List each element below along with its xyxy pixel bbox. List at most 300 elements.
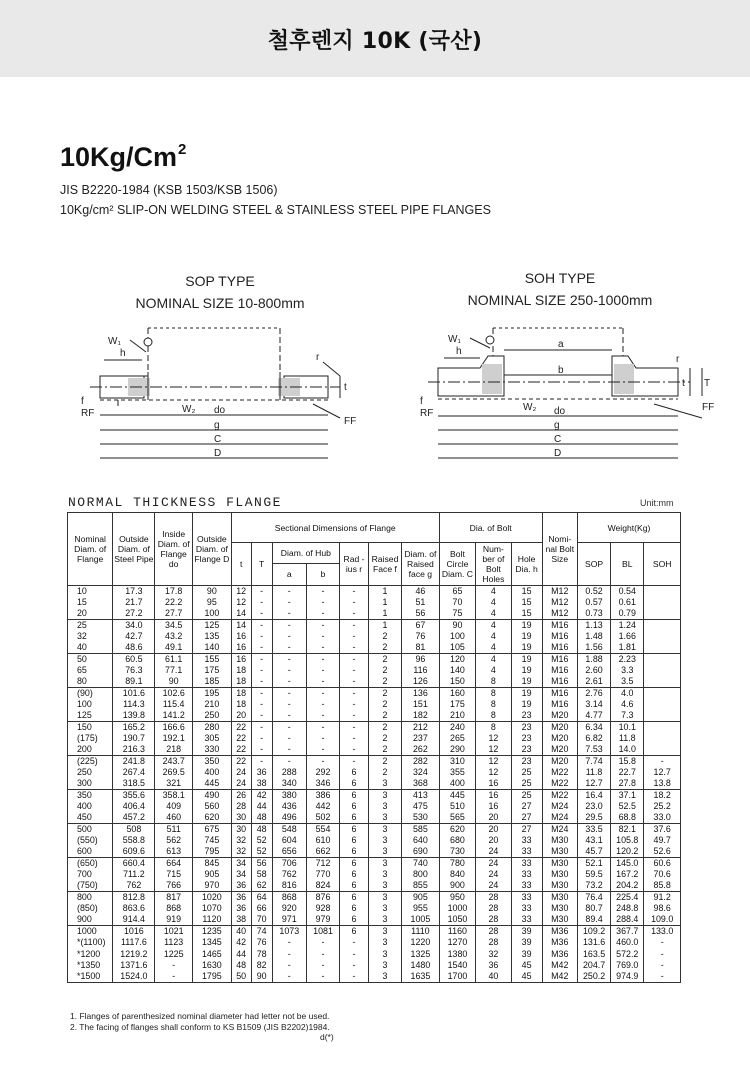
table-cell: 2.76 (577, 688, 610, 699)
table-cell: 548 (272, 824, 306, 835)
col-b: b (306, 563, 339, 585)
spec-line: 10Kg/cm² SLIP-ON WELDING STEEL & STAINLESS STEEL PIPE FLANGES (60, 203, 491, 217)
table-cell: 6 (340, 914, 369, 925)
table-cell: 22 (231, 733, 251, 744)
table-cell (644, 654, 681, 665)
table-title: NORMAL THICKNESS FLANGE (68, 495, 282, 510)
table-cell: 218 (155, 744, 193, 755)
table-cell: - (272, 744, 306, 755)
table-cell: 33 (511, 835, 542, 846)
table-cell: 3 (368, 914, 401, 925)
table-cell: 445 (193, 778, 232, 789)
table-cell: 24 (476, 869, 511, 880)
table-cell: 675 (193, 824, 232, 835)
table-cell: 12 (231, 597, 251, 608)
table-cell: 436 (272, 801, 306, 812)
col-soh: SOH (644, 543, 681, 586)
table-cell: 237 (402, 733, 440, 744)
table-cell: 2 (368, 631, 401, 642)
table-cell: 970 (193, 880, 232, 891)
table-cell: - (251, 733, 272, 744)
table-cell: 38 (251, 778, 272, 789)
soh-h-label: h (456, 346, 462, 357)
table-cell: 210 (439, 710, 476, 721)
table-cell: 120.2 (611, 846, 644, 857)
table-cell: 141.2 (155, 710, 193, 721)
table-cell: 288.4 (611, 914, 644, 925)
table-cell: 36 (231, 880, 251, 891)
table-cell: 919 (155, 914, 193, 925)
table-cell: - (272, 608, 306, 619)
table-cell: - (272, 710, 306, 721)
table-cell: (850) (68, 903, 113, 914)
table-cell: M42 (542, 960, 577, 971)
table-cell: - (272, 654, 306, 665)
table-cell: 48.6 (113, 642, 155, 653)
soh-type-label: SOH TYPE (524, 270, 596, 286)
table-cell: 29.5 (577, 812, 610, 823)
table-cell: 3 (368, 846, 401, 857)
table-cell: 23 (511, 756, 542, 767)
table-cell: - (340, 960, 369, 971)
table-cell: 4 (476, 665, 511, 676)
table-cell: 250 (193, 710, 232, 721)
table-cell: 248.8 (611, 903, 644, 914)
table-cell: 28 (476, 903, 511, 914)
table-cell (644, 699, 681, 710)
table-cell: - (272, 971, 306, 982)
table-cell: 28 (476, 937, 511, 948)
table-cell: 56 (251, 858, 272, 869)
table-cell: M30 (542, 869, 577, 880)
table-cell: 8 (476, 710, 511, 721)
table-cell: 33 (511, 892, 542, 903)
table-cell: 0.52 (577, 586, 610, 597)
table-cell: 20 (476, 812, 511, 823)
table-cell: 125 (193, 620, 232, 631)
table-cell: 65 (68, 665, 113, 676)
table-cell: 60.6 (644, 858, 681, 869)
soh-w2-label: W₂ (523, 402, 537, 413)
table-cell: 2 (368, 756, 401, 767)
table-cell: 22.7 (611, 767, 644, 778)
table-cell: 20 (231, 710, 251, 721)
table-cell: M16 (542, 676, 577, 687)
table-cell: 225.4 (611, 892, 644, 903)
sop-d-label: D (214, 448, 222, 459)
table-row (68, 699, 681, 710)
table-cell: 45.7 (577, 846, 610, 857)
soh-T-label: T (704, 378, 711, 389)
table-cell: 19 (511, 642, 542, 653)
table-cell: 32 (476, 949, 511, 960)
table-cell: - (272, 620, 306, 631)
table-cell: 530 (402, 812, 440, 823)
table-cell: 15 (511, 608, 542, 619)
table-row (68, 824, 681, 835)
table-cell: 24 (476, 858, 511, 869)
table-cell: 460 (155, 812, 193, 823)
table-cell: 700 (68, 869, 113, 880)
table-cell: 1123 (155, 937, 193, 948)
table-cell: 2 (368, 676, 401, 687)
soh-rf-label: RF (420, 408, 434, 419)
table-cell: - (340, 756, 369, 767)
table-cell: 37.6 (644, 824, 681, 835)
table-cell: - (272, 960, 306, 971)
table-row (68, 903, 681, 914)
table-cell: 1270 (439, 937, 476, 948)
table-cell: 42 (251, 790, 272, 801)
table-cell: 95 (193, 597, 232, 608)
table-cell: 7.3 (611, 710, 644, 721)
table-cell: 508 (113, 824, 155, 835)
table-cell: 44 (231, 949, 251, 960)
table-cell: 116 (402, 665, 440, 676)
table-cell: 562 (155, 835, 193, 846)
table-cell: 90 (155, 676, 193, 687)
table-cell: 49.7 (644, 835, 681, 846)
table-cell: M24 (542, 824, 577, 835)
table-cell: 45 (511, 960, 542, 971)
table-cell: 6.34 (577, 722, 610, 733)
table-cell: 460.0 (611, 937, 644, 948)
table-cell: - (306, 699, 339, 710)
table-cell: (90) (68, 688, 113, 699)
table-cell: 250.2 (577, 971, 610, 982)
table-cell: 572.2 (611, 949, 644, 960)
table-cell: 42.7 (113, 631, 155, 642)
col-hole-dia: Hole Dia. h (511, 543, 542, 586)
table-row (68, 665, 681, 676)
table-cell: 3 (368, 903, 401, 914)
table-cell: 2.23 (611, 654, 644, 665)
table-cell: - (251, 665, 272, 676)
table-cell: 680 (439, 835, 476, 846)
table-cell: 175 (439, 699, 476, 710)
table-cell: 78 (251, 949, 272, 960)
table-cell: 52.5 (611, 801, 644, 812)
table-cell: 475 (402, 801, 440, 812)
table-cell: 4 (476, 642, 511, 653)
table-cell: 1070 (193, 903, 232, 914)
table-cell: 96 (402, 654, 440, 665)
table-cell (644, 642, 681, 653)
table-cell: 195 (193, 688, 232, 699)
table-cell: 1.48 (577, 631, 610, 642)
table-cell: - (644, 756, 681, 767)
table-cell: 800 (68, 892, 113, 903)
table-cell: (650) (68, 858, 113, 869)
col-nominal-bolt: Nomi- nal Bolt Size (542, 513, 577, 586)
table-cell: 780 (439, 858, 476, 869)
table-cell: 36 (251, 767, 272, 778)
table-cell: M20 (542, 744, 577, 755)
table-cell: *(1100) (68, 937, 113, 948)
table-cell: 39 (511, 926, 542, 937)
table-cell: 355.6 (113, 790, 155, 801)
table-cell: 3 (368, 778, 401, 789)
soh-flange-drawing (418, 320, 718, 470)
table-cell: 82.1 (611, 824, 644, 835)
table-cell: - (306, 620, 339, 631)
soh-t-label: t (682, 378, 685, 389)
table-cell: 43.2 (155, 631, 193, 642)
table-cell: 24 (231, 778, 251, 789)
table-cell: 510 (439, 801, 476, 812)
table-cell: 3 (368, 937, 401, 948)
table-cell: 204.2 (611, 880, 644, 891)
table-cell: 15 (511, 586, 542, 597)
col-weight: Weight(Kg) (577, 513, 680, 543)
table-row (68, 869, 681, 880)
table-cell: 656 (272, 846, 306, 857)
table-cell: 690 (402, 846, 440, 857)
table-cell: - (251, 608, 272, 619)
table-cell: 8 (476, 699, 511, 710)
sop-size-label: NOMINAL SIZE 10-800mm (135, 295, 305, 311)
table-cell: *1200 (68, 949, 113, 960)
table-cell: 6 (340, 835, 369, 846)
table-cell: 14.0 (611, 744, 644, 755)
table-cell: 27 (511, 812, 542, 823)
table-cell: M36 (542, 937, 577, 948)
table-cell: 182 (402, 710, 440, 721)
table-cell: 3 (368, 971, 401, 982)
table-cell: 413 (402, 790, 440, 801)
table-cell: 74 (251, 926, 272, 937)
table-cell: 52.6 (644, 846, 681, 857)
table-cell: M12 (542, 597, 577, 608)
table-cell: 115.4 (155, 699, 193, 710)
table-cell: - (644, 949, 681, 960)
table-cell: - (340, 971, 369, 982)
table-cell: 28 (231, 801, 251, 812)
table-cell: 39 (511, 949, 542, 960)
sop-flange-drawing (78, 320, 368, 470)
table-cell: 6 (340, 858, 369, 869)
table-cell: 330 (193, 744, 232, 755)
table-cell: 855 (402, 880, 440, 891)
table-cell: 706 (272, 858, 306, 869)
col-inside-flange: Inside Diam. of Flange do (155, 513, 193, 586)
table-cell: 795 (193, 846, 232, 857)
table-cell: 4 (476, 597, 511, 608)
table-cell: - (340, 710, 369, 721)
page-heading (60, 142, 186, 173)
table-cell: 914.4 (113, 914, 155, 925)
table-cell: 400 (193, 767, 232, 778)
table-cell: 2 (368, 699, 401, 710)
table-cell: 868 (272, 892, 306, 903)
table-cell: 190.7 (113, 733, 155, 744)
table-cell: 974.9 (611, 971, 644, 982)
table-cell: 3 (368, 960, 401, 971)
soh-do-label: do (554, 406, 566, 417)
table-cell: - (251, 744, 272, 755)
table-cell: 863.6 (113, 903, 155, 914)
table-cell: 1225 (155, 949, 193, 960)
table-cell: 380 (272, 790, 306, 801)
table-cell: 1325 (402, 949, 440, 960)
heading-main: 10Kg/Cm (60, 142, 178, 172)
table-cell: 25 (511, 767, 542, 778)
table-cell: 905 (193, 869, 232, 880)
table-cell: 3 (368, 926, 401, 937)
table-cell: 715 (155, 869, 193, 880)
col-outside-flange: Outside Diam. of Flange D (193, 513, 232, 586)
table-cell: 442 (306, 801, 339, 812)
table-cell: 76 (402, 631, 440, 642)
table-cell: - (340, 699, 369, 710)
table-cell: 49.1 (155, 642, 193, 653)
table-cell: 100 (68, 699, 113, 710)
table-cell: 4 (476, 654, 511, 665)
table-cell: M30 (542, 880, 577, 891)
table-cell: 282 (402, 756, 440, 767)
table-cell: 1635 (402, 971, 440, 982)
table-cell: - (272, 949, 306, 960)
table-cell: 490 (193, 790, 232, 801)
table-cell: 140 (193, 642, 232, 653)
table-cell: 52 (251, 846, 272, 857)
table-cell: 89.4 (577, 914, 610, 925)
sop-type-label: SOP TYPE (185, 273, 255, 289)
table-cell: 2 (368, 642, 401, 653)
table-cell: 355 (439, 767, 476, 778)
table-cell: 70.6 (644, 869, 681, 880)
table-cell: 64 (251, 892, 272, 903)
table-cell: 28 (476, 892, 511, 903)
table-cell: 7.74 (577, 756, 610, 767)
table-cell: 1 (368, 597, 401, 608)
table-cell: 840 (439, 869, 476, 880)
table-cell: 36 (476, 960, 511, 971)
table-cell: 36 (231, 892, 251, 903)
table-cell: 192.1 (155, 733, 193, 744)
table-cell: 204.7 (577, 960, 610, 971)
table-cell: 1 (368, 586, 401, 597)
table-cell: 131.6 (577, 937, 610, 948)
table-cell: 6 (340, 846, 369, 857)
table-cell: 12 (476, 744, 511, 755)
table-cell: 730 (439, 846, 476, 857)
table-row (68, 880, 681, 891)
table-cell: 457.2 (113, 812, 155, 823)
table-cell: 2 (368, 665, 401, 676)
table-cell: 160 (439, 688, 476, 699)
table-cell: M30 (542, 892, 577, 903)
table-cell: 27.2 (113, 608, 155, 619)
table-cell: 34 (231, 858, 251, 869)
table-cell: 167.2 (611, 869, 644, 880)
table-cell: 409 (155, 801, 193, 812)
table-row (68, 722, 681, 733)
table-cell: 27 (511, 801, 542, 812)
table-cell: 1630 (193, 960, 232, 971)
table-cell: (550) (68, 835, 113, 846)
table-cell: 400 (439, 778, 476, 789)
table-cell: 928 (306, 903, 339, 914)
flange-table (67, 512, 681, 983)
col-raised-face: Raised Face f (368, 543, 401, 586)
table-cell (644, 733, 681, 744)
table-cell: M16 (542, 665, 577, 676)
table-cell: 406.4 (113, 801, 155, 812)
table-cell: 662 (306, 846, 339, 857)
table-cell: 6 (340, 812, 369, 823)
table-cell: 48 (251, 824, 272, 835)
table-cell: 292 (306, 767, 339, 778)
table-cell: 4.0 (611, 688, 644, 699)
table-cell: M16 (542, 631, 577, 642)
table-cell: 3 (368, 790, 401, 801)
note-3: d(*) (320, 1032, 334, 1042)
table-row (68, 937, 681, 948)
table-cell: 32 (231, 846, 251, 857)
table-cell: 11.8 (577, 767, 610, 778)
table-cell: 17.3 (113, 586, 155, 597)
table-cell: - (644, 937, 681, 948)
table-cell: 14 (231, 608, 251, 619)
table-cell: M16 (542, 654, 577, 665)
table-cell: - (306, 688, 339, 699)
table-cell: 16 (231, 654, 251, 665)
table-cell: - (272, 586, 306, 597)
table-cell: - (306, 597, 339, 608)
table-cell: 450 (68, 812, 113, 823)
table-cell: - (340, 608, 369, 619)
table-cell: 868 (155, 903, 193, 914)
table-row (68, 971, 681, 982)
table-cell: M30 (542, 914, 577, 925)
sop-h-label: h (120, 348, 126, 359)
table-cell: 46 (402, 586, 440, 597)
table-row (68, 586, 681, 597)
table-cell: 163.5 (577, 949, 610, 960)
table-cell: M16 (542, 620, 577, 631)
col-nominal: Nominal Diam. of Flange (68, 513, 113, 586)
table-cell: 265 (439, 733, 476, 744)
table-row (68, 812, 681, 823)
table-cell: 40 (231, 926, 251, 937)
table-cell: - (340, 937, 369, 948)
table-cell: 740 (402, 858, 440, 869)
table-cell: 52.1 (577, 858, 610, 869)
table-cell: - (306, 710, 339, 721)
table-row (68, 688, 681, 699)
table-cell: 34 (231, 869, 251, 880)
table-cell: 711.2 (113, 869, 155, 880)
table-cell (644, 631, 681, 642)
table-cell: 609.6 (113, 846, 155, 857)
table-cell: 241.8 (113, 756, 155, 767)
col-outside-pipe: Outside Diam. of Steel Pipe (113, 513, 155, 586)
table-cell: 511 (155, 824, 193, 835)
table-cell: 62 (251, 880, 272, 891)
table-cell: 250 (68, 767, 113, 778)
table-cell: 12 (231, 586, 251, 597)
table-cell: - (155, 971, 193, 982)
table-cell: 151 (402, 699, 440, 710)
table-cell: 240 (439, 722, 476, 733)
table-cell: 37.1 (611, 790, 644, 801)
table-cell: - (306, 665, 339, 676)
table-cell: 16 (476, 778, 511, 789)
table-row (68, 620, 681, 631)
table-cell: 91.2 (644, 892, 681, 903)
note-2: 2. The facing of flanges shall conform to KS B1509 (JIS B2202)1984. (70, 1021, 330, 1032)
